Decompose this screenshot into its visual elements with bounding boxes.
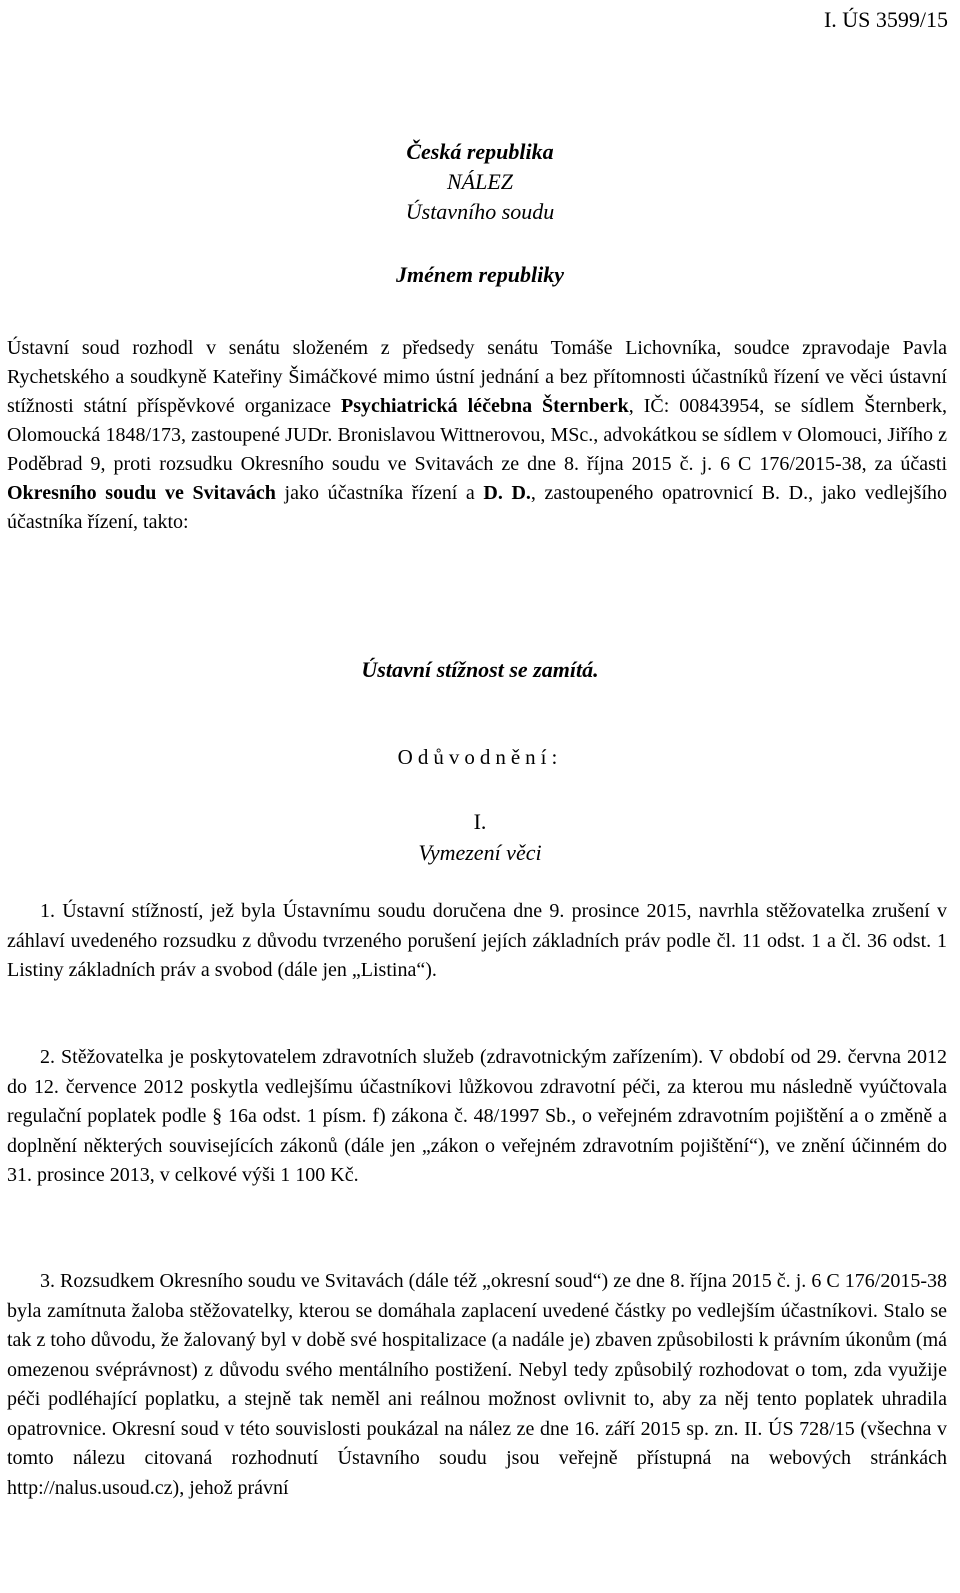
paragraph-2: 2. Stěžovatelka je poskytovatelem zdravotních služeb (zdravotnickým zařízením). V období od 29. června 2012 do 12. července 2012 poskytla vedlejšímu účastníkovi lůžkovou zdravotní péči, za kterou mu následně vyúčtovala regulační poplatek podle § 16a odst. 1 písm. f) zákona č. 48/1997 Sb., o veřejném zdravotním pojištění a o změně a doplnění některých souvisejících zákonů (dále jen „zákon o veřejném zdravotním pojištění“), ve znění účinném do 31. prosince 2013, v celkové výši 1 100 Kč. (7, 1046, 947, 1186)
intro-text-1: Ústavní soud rozhodl v senátu složeném z předsedy senátu Tomáše Lichovníka, soudce zpravodaje Pavla Rychetského a soudkyně Kateřiny Šimáčkové mimo ústní jednání a bez přítomnosti účastníků řízení ve věci ústavní stížnosti státní příspěvkové organizace (7, 337, 947, 417)
heading-country: Česká republika (406, 139, 554, 164)
case-number: I. ÚS 3599/15 (823, 7, 948, 32)
paragraph-3: 3. Rozsudkem Okresního soudu ve Svitavách (dále též „okresní soud“) ze dne 8. října 2015 č. j. 6 C 176/2015-38 byla zamítnuta žaloba stěžovatelky, kterou se domáhala zaplacení uvedené částky po vedlejším účastníkovi. Stalo se tak z toho důvodu, že žalovaný byl v době své hospitalizace (a nadále je) zbaven způsobilosti k právním úkonům (má omezenou svéprávnost) z důvodu svého mentálního postižení. Nebyl tedy způsobilý rozhodovat o tom, zda využije péči podléhající poplatku, a stejně tak neměl ani reálnou možnost ovlivnit to, aby za něj tento poplatek uhradila opatrovnice. Okresní soud v této souvislosti poukázal na nález ze dne 16. září 2015 sp. zn. II. ÚS 728/15 (všechna v tomto nálezu citovaná rozhodnutí Ústavního soudu jsou veřejně přístupná na webových stránkách http://nalus.usoud.cz), jehož právní (7, 1270, 947, 1499)
reasoning-title: Odůvodnění: (397, 745, 563, 769)
intro-text-4: , zastoupeného opatrovnicí B. D., jako vedlejšího účastníka řízení, takto: (7, 482, 947, 533)
paragraph-1: 1. Ústavní stížností, jež byla Ústavnímu soudu doručena dne 9. prosince 2015, navrhla stěžovatelka zrušení v záhlaví uvedeného rozsudku z důvodu tvrzeného porušení jejích základních práv podle čl. 11 odst. 1 a čl. 36 odst. 1 Listiny základních práv a svobod (dále jen „Listina“). (7, 900, 947, 981)
intro-text-3: jako účastníka řízení a (275, 482, 484, 504)
section-number: I. (473, 809, 487, 834)
intro-text-2: , IČ: 00843954, se sídlem Šternberk, Olomoucká 1848/173, zastoupené JUDr. Bronislavou Wittnerovou, MSc., advokátkou se sídlem v Olomouci, Jiřího z Poděbrad 9, proti rozsudku Okresního soudu ve Svitavách ze dne 8. října 2015 č. j. 6 C 176/2015-38, za účasti (7, 395, 947, 475)
verdict: Ústavní stížnost se zamítá. (361, 657, 599, 682)
party-court: Okresního soudu ve Svitavách (7, 482, 276, 504)
heading-in-name: Jménem republiky (395, 262, 565, 287)
complainant-name: Psychiatrická léčebna Šternberk (340, 395, 629, 417)
heading-nalez: NÁLEZ (446, 169, 514, 194)
heading-court: Ústavního soudu (405, 199, 555, 224)
section-title: Vymezení věci (418, 840, 542, 865)
secondary-party: D. D. (483, 482, 531, 504)
intro-paragraph (7, 334, 947, 537)
